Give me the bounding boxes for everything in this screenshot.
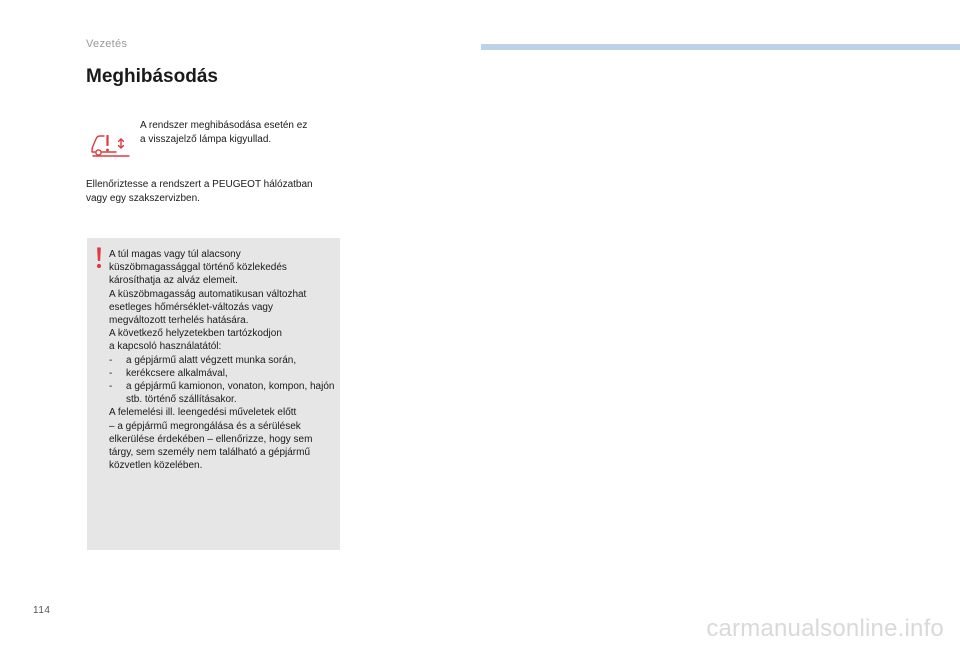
list-item: - kerékcsere alkalmával,: [109, 367, 337, 380]
text-line: A küszöbmagasság automatikusan változhat: [109, 288, 307, 300]
list-item: - a gépjármű kamionon, vonaton, kompon, hajón stb. történő szállításakor.: [109, 380, 337, 406]
page-number: 114: [33, 605, 51, 616]
text-line: – a gépjármű megrongálása és a sérülések: [109, 420, 301, 432]
text-line: vagy egy szakszervizben.: [86, 193, 200, 204]
text-line: megváltozott terhelés hatására.: [109, 315, 249, 327]
text-line: esetleges hőmérséklet-változás vagy: [109, 301, 273, 313]
warning-note-text: [109, 248, 337, 472]
text-line: Ellenőriztesse a rendszert a PEUGEOT hálózatban: [86, 179, 313, 190]
situation-list: [109, 354, 337, 407]
list-item: - a gépjármű alatt végzett munka során,: [109, 354, 337, 367]
page-title: Meghibásodás: [86, 66, 218, 87]
text-line: küszöbmagassággal történő közlekedés: [109, 262, 287, 274]
warning-note-box: [87, 238, 340, 550]
text-line: A túl magas vagy túl alacsony: [109, 249, 241, 260]
section-accent-bar: [481, 44, 960, 50]
watermark-text: carmanualsonline.info: [706, 615, 944, 642]
text-line: A következő helyzetekben tartózkodjon: [109, 328, 282, 340]
text-line: A rendszer meghibásodása esetén ez: [140, 120, 308, 131]
text-line: károsíthatja az alváz elemeit.: [109, 275, 238, 287]
section-label: Vezetés: [86, 38, 128, 50]
service-check-instruction: [86, 178, 346, 206]
exclamation-icon: [92, 246, 106, 270]
warning-lamp-description: [140, 119, 340, 147]
vehicle-height-warning-icon: [90, 133, 132, 159]
text-line: A felemelési ill. leengedési műveletek előtt: [109, 407, 297, 419]
text-line: a kapcsoló használatától:: [109, 341, 222, 353]
text-line: közvetlen közelében.: [109, 460, 203, 472]
text-line: tárgy, sem személy nem található a gépjármű: [109, 447, 311, 459]
text-line: a visszajelző lámpa kigyullad.: [140, 134, 272, 145]
text-line: elkerülése érdekében – ellenőrizze, hogy sem: [109, 433, 313, 445]
